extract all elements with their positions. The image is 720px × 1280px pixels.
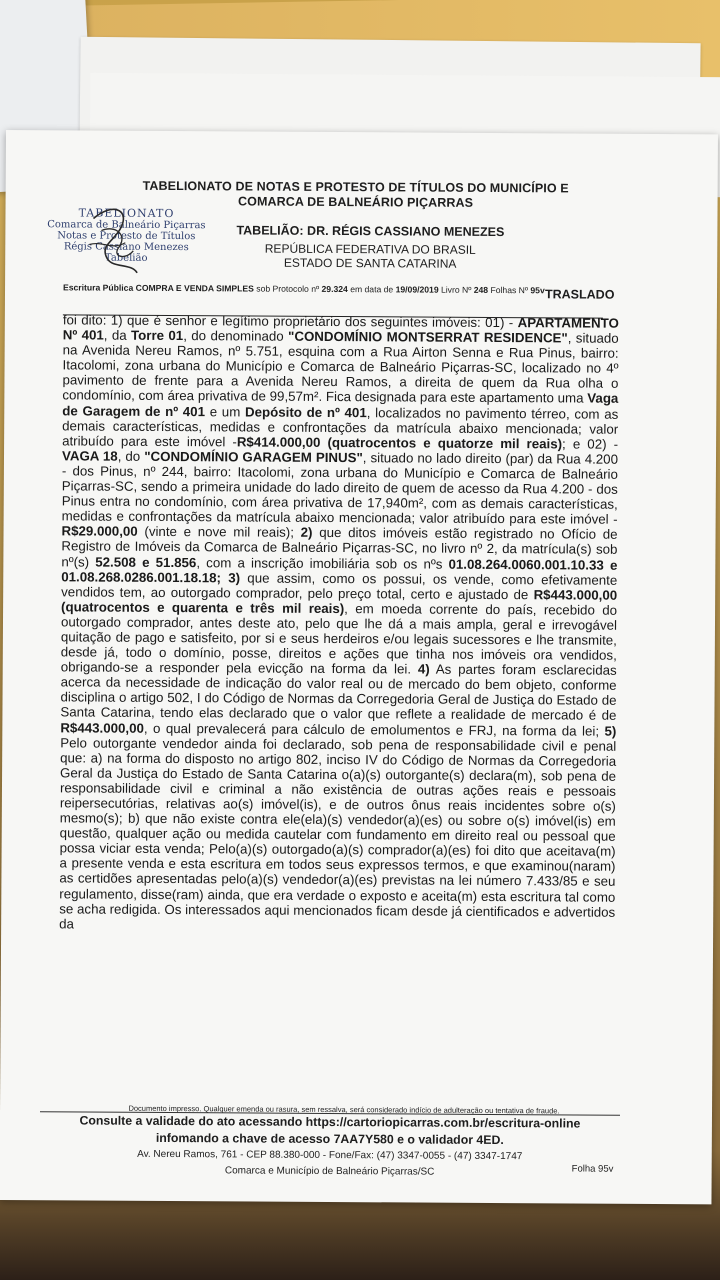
body-text: que assim, como os possui, os vende, como efetivamente vendidos tem, ao outorgado comprador, pelo preço total, certo e ajustado de	[61, 570, 618, 602]
deed-body-text	[59, 312, 619, 934]
body-bold: 2)	[300, 525, 313, 541]
body-text: ; e 02) -	[562, 436, 619, 452]
body-bold: Depósito de nº 401	[244, 404, 367, 420]
notary-name: TABELIÃO: DR. RÉGIS CASSIANO MENEZES	[236, 223, 505, 240]
book-number: 248	[473, 284, 489, 295]
signature-icon	[81, 200, 151, 280]
protocol-number: 29.324	[321, 283, 348, 295]
body-bold: 52.508 e 51.856	[95, 554, 197, 570]
notary-stamp	[41, 206, 211, 277]
body-bold: R$414.000,00 (quatrocentos e quatorze mil reais)	[236, 434, 563, 452]
page-number: Folha 95v	[571, 1163, 614, 1175]
stamp-line: TABELIONATO	[78, 206, 175, 221]
body-text: , o qual prevalecerá para cálculo de emolumentos e FRJ, na forma da lei;	[143, 720, 600, 739]
traslado-label: TRASLADO	[544, 287, 615, 302]
fraud-notice: Documento impresso. Qualquer emenda ou rasura, sem ressalva, será considerado indício de adulteração ou tentativa de fraude.	[128, 1103, 560, 1116]
deed-type: Escritura Pública COMPRA E VENDA SIMPLES	[63, 282, 254, 294]
body-bold: 4)	[417, 661, 430, 677]
republic-heading	[205, 241, 535, 271]
body-text: , do	[117, 448, 141, 464]
body-bold: ; 3)	[216, 569, 241, 586]
validation-instructions: Consulte a validade do ato acessando https://cartoriopicarras.com.br/escritura-online	[79, 1113, 581, 1131]
office-city: Comarca e Município de Balneário Piçarras/SC	[224, 1165, 435, 1178]
body-bold: VAGA 18	[61, 448, 118, 464]
book-label: Livro Nº	[440, 284, 472, 295]
protocol-label: sob Protocolo nº	[256, 283, 320, 294]
body-text: , situado no lado direito (par) da Rua 4.200 - dos Pinus, nº 244, bairro: Itacolomi, zona urbana do Município e Comarca de Balneário Piçarras-SC, sendo a primeira unidade do lado direito de quem de acesso da Rua 4.200 - dos Pinus entra no condomínio, com área privativa de 17,940m², com as demais características, medidas e confrontações da matrícula abaixo mencionada; valor atribuído para este imóvel -	[61, 450, 619, 527]
body-text: e um	[204, 403, 246, 420]
pages-number: 95v	[530, 285, 545, 296]
date-label: em data de	[350, 284, 394, 295]
deed-page	[0, 130, 718, 1204]
body-text: foi dito: 1) que é senhor e legítimo proprietário dos seguintes imóveis: 01) -	[62, 312, 514, 331]
state-line: ESTADO DE SANTA CATARINA	[283, 255, 457, 271]
body-bold: 5)	[604, 723, 617, 739]
body-bold: 01.08.264.0060.001.10.33 e 01.08.268.0286.001.18.18	[61, 556, 618, 585]
office-address: Av. Nereu Ramos, 761 - CEP 88.380-000 - Fone/Fax: (47) 3347-0055 - (47) 3347-1747	[137, 1148, 523, 1163]
body-bold: R$443.000,00 (quatrocentos e quarenta e três mil reais)	[61, 586, 618, 616]
republic-line: REPÚBLICA FEDERATIVA DO BRASIL	[264, 241, 476, 257]
stamp-line: Tabelião	[104, 252, 148, 264]
stamp-line: Comarca de Balneário Piçarras	[47, 219, 206, 232]
body-bold: Torre 01	[130, 327, 184, 344]
body-bold: "CONDOMÍNIO MONTSERRAT RESIDENCE"	[288, 328, 568, 346]
body-text: , situado na Avenida Nereu Ramos, nº 5.751, esquina com a Rua Airton Senna e Rua Pinus, bairro: Itacolomi, zona urbana do Município e Comarca de Balneário Piçarras-SC, localizado no 4º pavimento de frente para a Avenida Nereu Ramos, a direita de quem da Rua olha o condomínio, com área privativa de 99,57m². Fica designada para este apartamento uma	[62, 330, 619, 407]
office-title: TABELIONATO DE NOTAS E PROTESTO DE TÍTULOS DO MUNICÍPIO E COMARCA DE BALNEÁRIO PIÇARRAS	[142, 178, 569, 210]
body-bold: R$443.000,00	[60, 719, 144, 736]
body-text: que ditos imóveis estão registrado no Ofício de Registro de Imóveis da Comarca de Balneário Piçarras-SC, no livro nº 2, da matrícula(s) sob nº(s)	[61, 525, 618, 570]
body-text: , do denominado	[183, 328, 284, 344]
body-text: Pelo outorgante vendedor ainda foi declarado, sob pena de responsabilidade civil e penal que: a) na forma do disposto no artigo 802, inciso IV do Código de Normas da Corregedoria Geral da Justiça do Estado de Santa Catarina o(a)(s) outorgante(s) declara(m), sob pena de responsabilidade civil e criminal a não existência de outras ações reais e pessoais reipersecutórias, relativas ao(s) imóvel(is), e de outros ônus reais incidentes sobre o(s) mesmo(s); b) que não existe contra ele(ela)(s) vendedor(a)(es) ou sobre o(s) imóvel(is) em questão, qualquer ação ou medida cautelar com fundamento em direito real ou pessoal que possa viciar esta venda; Pelo(a)(s) outorgado(a)(s) comprador(a)(es) foi dito que aceitava(m) a presente venda e esta escritura em todos seus expressos termos, e que examinou(naram) as certidões apresentadas pelo(a)(s) vendedor(a)(es) previstas na lei número 7.433/85 e seu regulamento, disse(ram) ainda, que era verdade o exposto e aceita(m) esta escritura tal como se acha redigida. Os interessados aqui mencionados ficam desde já cientificados e advertidos da	[59, 734, 617, 932]
body-text: , em moeda corrente do país, recebido do outorgado comprador, antes deste ato, pelo que lhe dá a mais ampla, geral e irrevogável quitação de pago e satisfeito, por si e seus herdeiros e/ou legais sucessores e lhe transmite, desde já, todo o domínio, posse, direitos e ações que tinha nos imóveis ora vendidos, obrigando-se a responder pela evicção na forma da lei.	[60, 600, 618, 677]
body-text: , com a inscrição imobiliária sob os nºs	[196, 554, 443, 572]
stamp-line: Régis Cassiano Menezes	[63, 241, 189, 254]
access-key: infomando a chave de acesso 7AA7Y580 e o validador 4ED.	[155, 1130, 504, 1148]
body-bold: "CONDOMÍNIO GARAGEM PINUS"	[144, 448, 363, 466]
deed-meta	[63, 282, 603, 296]
stamp-line: Notas e Protesto de Títulos	[57, 230, 196, 243]
body-text: (vinte e nove mil reais);	[137, 524, 294, 541]
body-text: As partes foram esclarecidas acerca da necessidade de indicação do valor real ou de mercado do bem objeto, conforme disciplina o artigo 502, I do Código de Normas da Corregedoria Geral de Justiça do Estado de Santa Catarina, tendo elas declarado que o valor que reflete a realidade de mercado é de	[60, 661, 617, 724]
deed-date: 19/09/2019	[395, 284, 439, 295]
body-text: , localizados no pavimento térreo, com as demais características, medidas e confrontações da matrícula abaixo mencionada; valor atribuído para este imóvel -	[62, 404, 619, 450]
body-bold: Vaga de Garagem de nº 401	[62, 391, 619, 419]
pages-label: Folhas Nº	[490, 284, 529, 296]
body-text: , da	[103, 327, 127, 343]
body-bold: R$29.000,00	[61, 523, 138, 540]
body-bold: APARTAMENTO Nº 401	[62, 315, 619, 343]
